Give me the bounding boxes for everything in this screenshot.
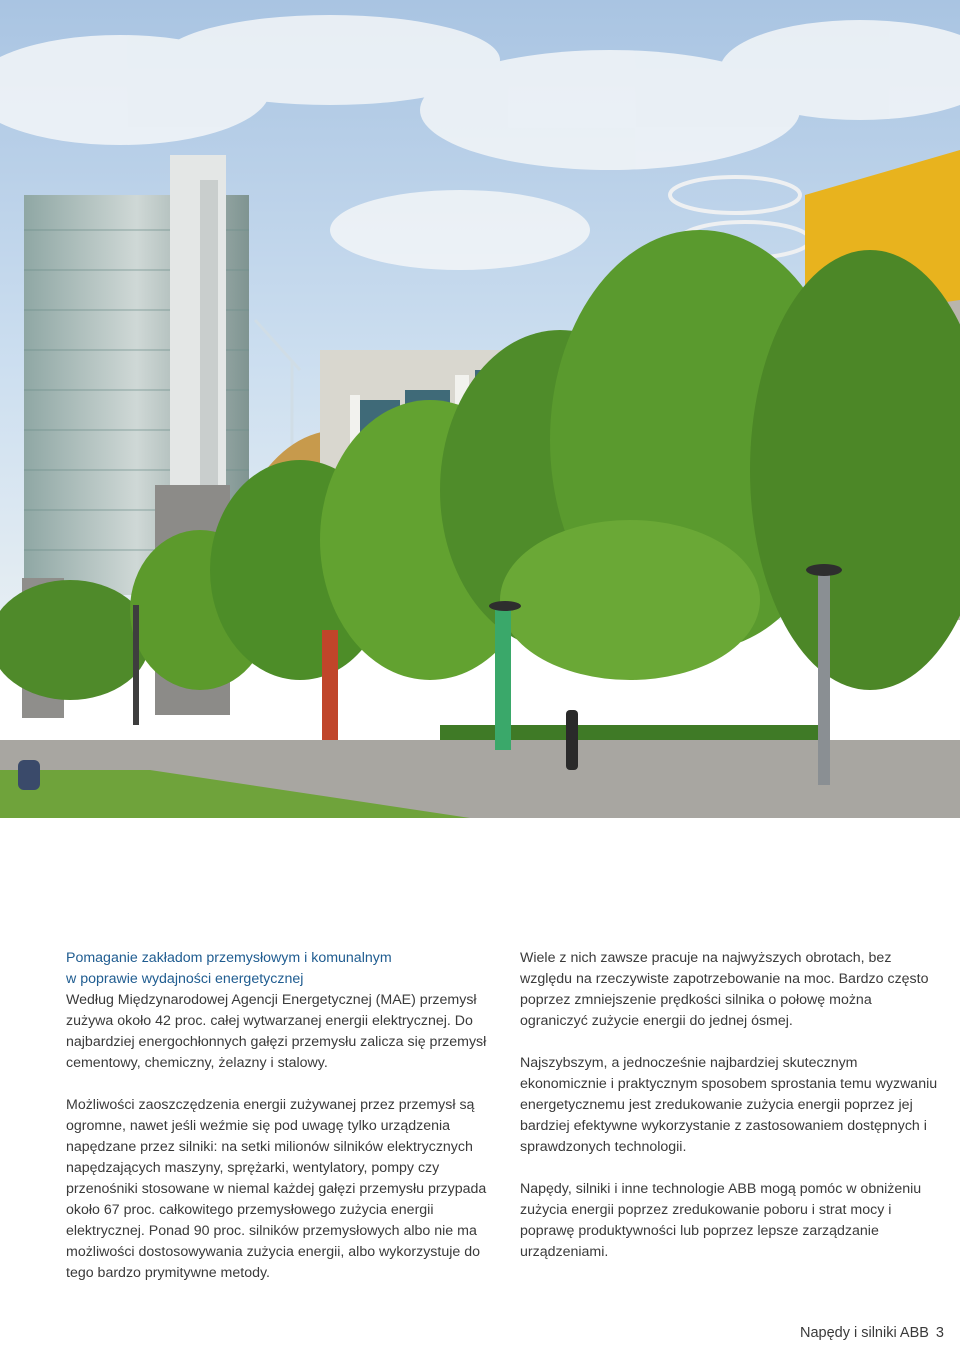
paragraph: Najszybszym, a jednocześnie najbardziej skutecznym ekonomicznie i praktycznym sposobem sprostania temu wyzwaniu energetycznemu jest zredukowanie zużycia energii poprzez jej bardziej efektywne wykorzystanie z zastosowaniem dostępnych i sprawdzonych technologii. bbox=[520, 1055, 938, 1155]
left-column bbox=[66, 948, 506, 1284]
page-footer bbox=[800, 1325, 944, 1341]
paragraph: Napędy, silniki i inne technologie ABB mogą pomóc w obniżeniu zużycia energii poprzez zredukowanie poboru i strat mocy i poprawę produktywności lub poprzez lepsze zarządzanie urządzeniami. bbox=[520, 1181, 922, 1260]
section-heading bbox=[66, 948, 506, 990]
paragraph: Wiele z nich zawsze pracuje na najwyższych obrotach, bez względu na rzeczywiste zapotrzebowanie na moc. Bardzo często poprzez zmniejszenie prędkości silnika o połowę można ograniczyć zużycie energii do jednej ósmej. bbox=[520, 950, 929, 1029]
paragraph: Możliwości zaoszczędzenia energii zużywanej przez przemysł są ogromne, nawet jeśli weźmie się pod uwagę tylko urządzenia napędzane przez silniki: na setki milionów silników elektrycznych napędzających maszyny, sprężarki, wentylatory, pompy czy przenośniki stosowane w niemal każdej gałęzi przemysłu przypada około 67 proc. całkowitego przemysłowego zużycia energii elektrycznej. Ponad 90 proc. silników przemysłowych albo nie ma możliwości dostosowywania zużycia energii, albo wykorzystuje do tego bardzo prymitywne metody. bbox=[66, 1097, 487, 1281]
right-column bbox=[520, 948, 940, 1263]
page-number: 3 bbox=[935, 1325, 944, 1341]
paragraph: Według Międzynarodowej Agencji Energetycznej (MAE) przemysł zużywa około 42 proc. całej wytwarzanej energii elektrycznej. Do najbardziej energochłonnych gałęzi przemysłu zalicza się przemysł cementowy, chemiczny, żelazny i stalowy. bbox=[66, 992, 487, 1071]
heading-line: w poprawie wydajności energetycznej bbox=[66, 971, 304, 987]
heading-line: Pomaganie zakładom przemysłowym i komunalnym bbox=[66, 950, 392, 966]
footer-title: Napędy i silniki ABB bbox=[799, 1325, 929, 1341]
